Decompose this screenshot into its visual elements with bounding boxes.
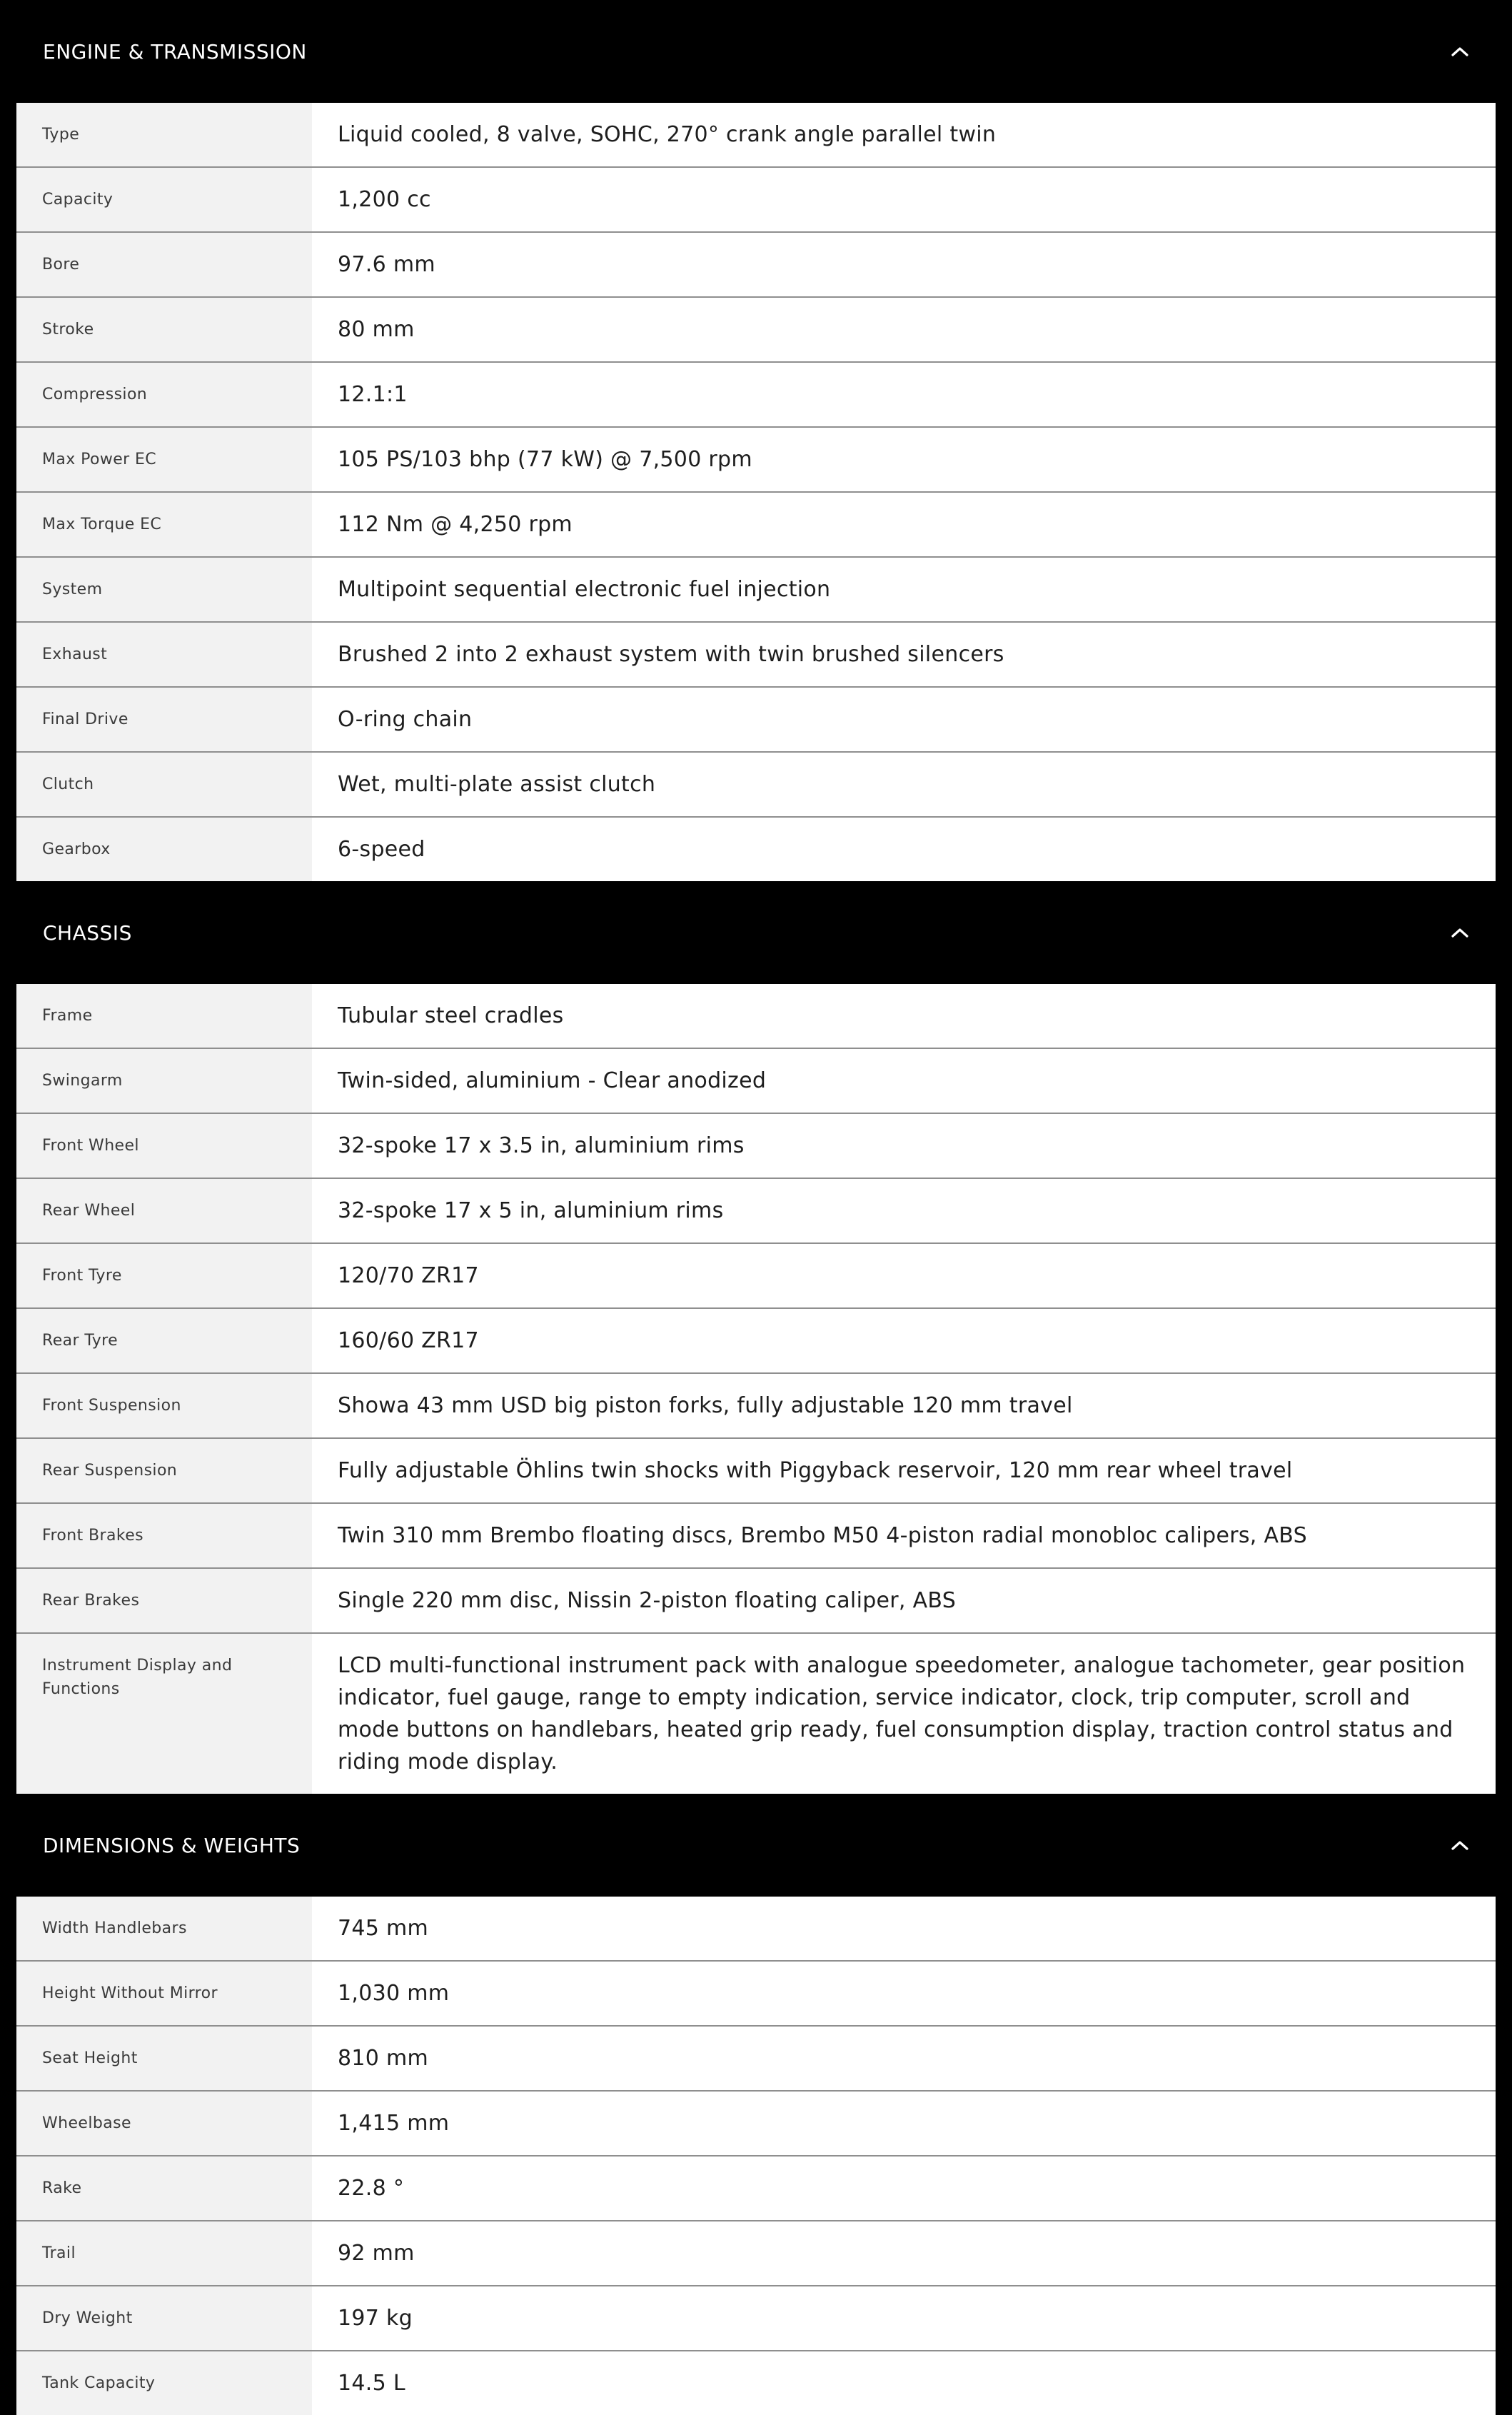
- table-row: [16, 984, 1496, 1048]
- spec-value: 14.5 L: [338, 2371, 405, 2396]
- spec-value: 92 mm: [338, 2241, 415, 2266]
- spec-value: 22.8 °: [338, 2176, 405, 2201]
- table-row: [16, 2090, 1496, 2155]
- table-row: [16, 556, 1496, 621]
- spec-value: 197 kg: [338, 2306, 413, 2331]
- spec-value: 120/70 ZR17: [338, 1263, 479, 1288]
- table-row: [16, 166, 1496, 231]
- spec-label: Instrument Display and Functions: [16, 1634, 312, 1794]
- spec-table: [16, 1897, 1496, 2415]
- spec-label: Rear Wheel: [16, 1179, 312, 1242]
- spec-label: Rear Tyre: [16, 1309, 312, 1372]
- table-row: [16, 1372, 1496, 1437]
- spec-label: Front Wheel: [16, 1114, 312, 1178]
- spec-label: Swingarm: [16, 1049, 312, 1113]
- spec-value: 160/60 ZR17: [338, 1328, 479, 1353]
- spec-label: Gearbox: [16, 818, 312, 881]
- spec-value: Fully adjustable Öhlins twin shocks with Piggyback reservoir, 120 mm rear wheel travel: [338, 1458, 1293, 1483]
- table-row: [16, 2350, 1496, 2415]
- spec-label: System: [16, 558, 312, 621]
- spec-label: Exhaust: [16, 623, 312, 686]
- table-row: [16, 1567, 1496, 1632]
- spec-label: Width Handlebars: [16, 1897, 312, 1960]
- table-row: [16, 2155, 1496, 2220]
- spec-label: Capacity: [16, 168, 312, 231]
- spec-value: 32-spoke 17 x 3.5 in, aluminium rims: [338, 1133, 745, 1158]
- spec-value: 112 Nm @ 4,250 rpm: [338, 512, 573, 537]
- spec-label: Front Suspension: [16, 1374, 312, 1437]
- spec-table: [16, 103, 1496, 881]
- table-row: [16, 816, 1496, 881]
- spec-label: Rake: [16, 2157, 312, 2220]
- spec-value: 1,200 cc: [338, 187, 431, 212]
- section-title: CHASSIS: [43, 920, 132, 945]
- section-title: ENGINE & TRANSMISSION: [43, 39, 307, 64]
- spec-label: Frame: [16, 984, 312, 1048]
- section-header-1[interactable]: [16, 881, 1496, 984]
- spec-label: Dry Weight: [16, 2286, 312, 2350]
- table-row: [16, 103, 1496, 166]
- spec-label: Compression: [16, 363, 312, 426]
- chevron-up-icon[interactable]: [1451, 1836, 1469, 1854]
- spec-value: 6-speed: [338, 837, 425, 862]
- spec-value: Showa 43 mm USD big piston forks, fully adjustable 120 mm travel: [338, 1393, 1073, 1418]
- table-row: [16, 686, 1496, 751]
- spec-label: Front Brakes: [16, 1504, 312, 1567]
- spec-value: Single 220 mm disc, Nissin 2-piston floating caliper, ABS: [338, 1588, 957, 1613]
- spec-label: Front Tyre: [16, 1244, 312, 1307]
- table-row: [16, 2285, 1496, 2350]
- spec-value: 1,415 mm: [338, 2111, 450, 2136]
- table-row: [16, 426, 1496, 491]
- table-row: [16, 1632, 1496, 1794]
- table-row: [16, 2025, 1496, 2090]
- table-row: [16, 1178, 1496, 1242]
- table-row: [16, 1113, 1496, 1178]
- section-header-0[interactable]: [16, 0, 1496, 103]
- spec-value: LCD multi-functional instrument pack with analogue speedometer, analogue tachometer, gear position indicator, fuel gauge, range to empty indication, service indicator, clock, trip computer, scroll and mode buttons on handlebars, heated grip ready, fuel consumption display, traction control status and riding mode display.: [338, 1653, 1466, 1774]
- table-row: [16, 2220, 1496, 2285]
- table-row: [16, 1242, 1496, 1307]
- section-title: DIMENSIONS & WEIGHTS: [43, 1833, 301, 1857]
- spec-value: O-ring chain: [338, 707, 473, 732]
- spec-value: 12.1:1: [338, 382, 408, 407]
- spec-label: Rear Suspension: [16, 1439, 312, 1502]
- table-row: [16, 1897, 1496, 1960]
- table-row: [16, 491, 1496, 556]
- spec-value: Brushed 2 into 2 exhaust system with twin brushed silencers: [338, 642, 1004, 667]
- spec-label: Final Drive: [16, 688, 312, 751]
- spec-label: Tank Capacity: [16, 2351, 312, 2415]
- spec-label: Wheelbase: [16, 2092, 312, 2155]
- table-row: [16, 621, 1496, 686]
- spec-value: Wet, multi-plate assist clutch: [338, 772, 656, 797]
- spec-label: Height Without Mirror: [16, 1962, 312, 2025]
- spec-table: [16, 984, 1496, 1794]
- spec-label: Trail: [16, 2221, 312, 2285]
- spec-value: 97.6 mm: [338, 252, 435, 277]
- spec-label: Rear Brakes: [16, 1569, 312, 1632]
- spec-value: Twin-sided, aluminium - Clear anodized: [338, 1068, 767, 1093]
- table-row: [16, 1307, 1496, 1372]
- spec-label: Clutch: [16, 753, 312, 816]
- table-row: [16, 1437, 1496, 1502]
- spec-label: Stroke: [16, 298, 312, 361]
- spec-value: 105 PS/103 bhp (77 kW) @ 7,500 rpm: [338, 447, 752, 472]
- spec-label: Max Power EC: [16, 428, 312, 491]
- table-row: [16, 361, 1496, 426]
- chevron-up-icon[interactable]: [1451, 42, 1469, 61]
- spec-value: 745 mm: [338, 1916, 429, 1941]
- spec-value: Multipoint sequential electronic fuel injection: [338, 577, 831, 602]
- spec-value: 810 mm: [338, 2046, 429, 2071]
- spec-value: 80 mm: [338, 317, 415, 342]
- table-row: [16, 1502, 1496, 1567]
- spec-value: Tubular steel cradles: [338, 1003, 564, 1028]
- table-row: [16, 296, 1496, 361]
- table-row: [16, 1960, 1496, 2025]
- spec-label: Type: [16, 103, 312, 166]
- spec-value: 32-spoke 17 x 5 in, aluminium rims: [338, 1198, 724, 1223]
- section-header-2[interactable]: [16, 1794, 1496, 1897]
- table-row: [16, 1048, 1496, 1113]
- table-row: [16, 751, 1496, 816]
- spec-value: Liquid cooled, 8 valve, SOHC, 270° crank angle parallel twin: [338, 122, 997, 147]
- spec-value: Twin 310 mm Brembo floating discs, Brembo M50 4-piston radial monobloc calipers, ABS: [338, 1523, 1307, 1548]
- spec-label: Seat Height: [16, 2027, 312, 2090]
- spec-label: Max Torque EC: [16, 493, 312, 556]
- spec-label: Bore: [16, 233, 312, 296]
- spec-value: 1,030 mm: [338, 1981, 450, 2006]
- table-row: [16, 231, 1496, 296]
- chevron-up-icon[interactable]: [1451, 923, 1469, 942]
